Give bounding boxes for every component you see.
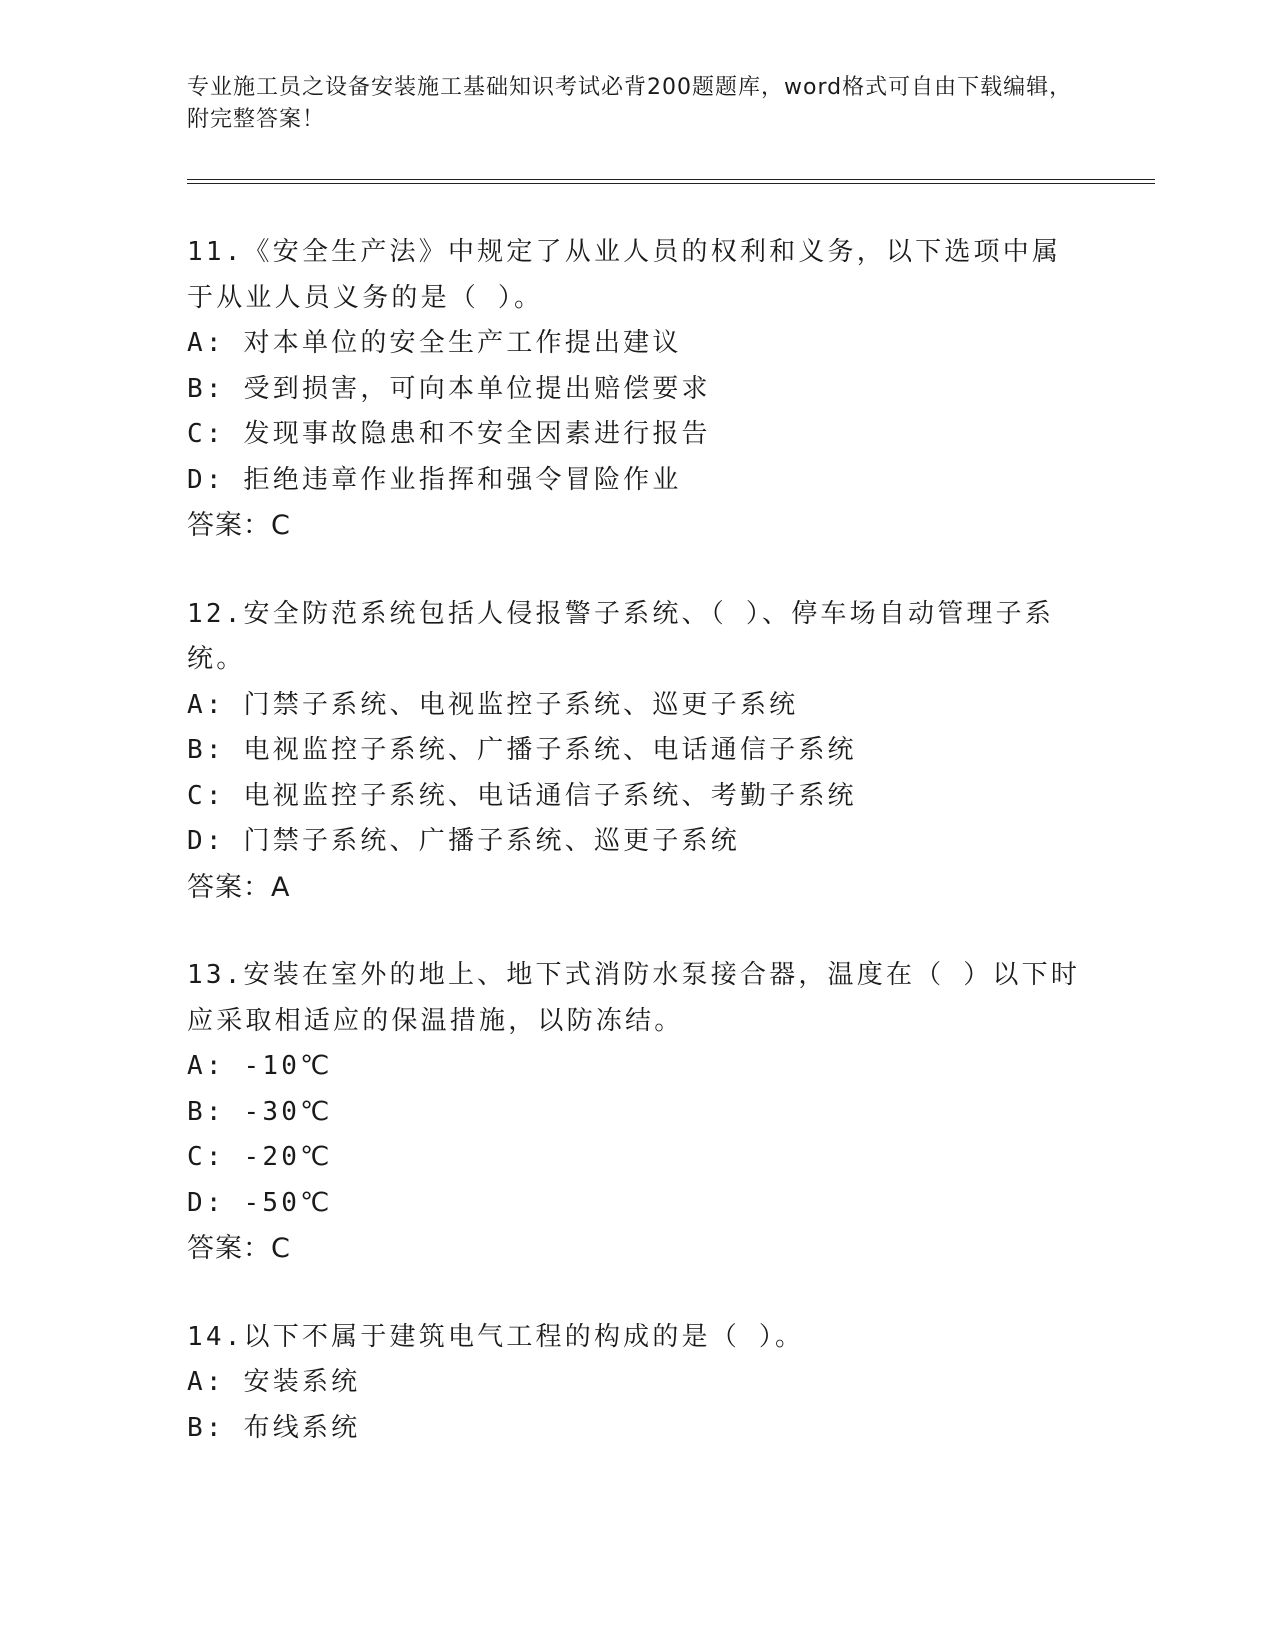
answer-line: 答案：C: [187, 1233, 291, 1264]
question-item: [187, 230, 1087, 549]
option-a: A: -10℃: [187, 1051, 333, 1081]
header-divider-bottom: [187, 183, 1155, 184]
option-d: D: -50℃: [187, 1187, 333, 1218]
question-list: [187, 230, 1087, 1494]
answer-line: 答案：C: [187, 510, 291, 541]
option-a: A: 对本单位的安全生产工作提出建议: [187, 328, 682, 358]
question-stem: 11.《安全生产法》中规定了从业人员的权利和义务，以下选项中属于从业人员义务的是（ ）。: [187, 237, 1062, 313]
question-item: [187, 592, 1087, 911]
question-stem: 13.安装在室外的地上、地下式消防水泵接合器，温度在（ ）以下时应采取相适应的保温措施，以防冻结。: [187, 960, 1081, 1036]
option-d: D: 门禁子系统、广播子系统、巡更子系统: [187, 826, 740, 856]
question-stem: 14.以下不属于建筑电气工程的构成的是（ ）。: [187, 1321, 805, 1352]
option-c: C: -20℃: [187, 1142, 333, 1172]
option-b: B: 受到损害，可向本单位提出赔偿要求: [187, 373, 711, 404]
answer-line: 答案：A: [187, 871, 291, 903]
document-header-title: 专业施工员之设备安装施工基础知识考试必背200题题库，word格式可自由下载编辑，附完整答案！: [187, 75, 1073, 132]
option-b: B: 电视监控子系统、广播子系统、电话通信子系统: [187, 735, 857, 765]
question-item: [187, 1315, 1087, 1452]
option-a: A: 门禁子系统、电视监控子系统、巡更子系统: [187, 689, 799, 720]
option-b: B: 布线系统: [187, 1412, 361, 1443]
question-stem: 12.安全防范系统包括人侵报警子系统、（ ）、停车场自动管理子系统。: [187, 598, 1055, 674]
option-a: A: 安装系统: [187, 1367, 361, 1397]
option-d: D: 拒绝违章作业指挥和强令冒险作业: [187, 464, 682, 495]
option-c: C: 电视监控子系统、电话通信子系统、考勤子系统: [187, 780, 857, 811]
question-item: [187, 953, 1087, 1272]
header-divider-top: [187, 179, 1155, 180]
option-b: B: -30℃: [187, 1096, 333, 1127]
option-c: C: 发现事故隐患和不安全因素进行报告: [187, 419, 711, 449]
